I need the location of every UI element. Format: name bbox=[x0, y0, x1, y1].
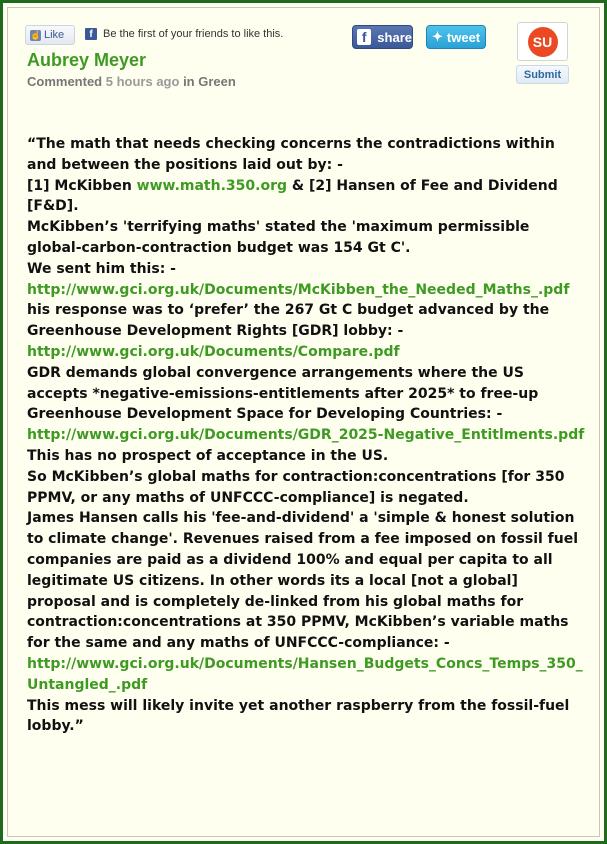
meta-in: in bbox=[183, 74, 195, 89]
comment-paragraph: his response was to ‘prefer’ the 267 Gt C budget advanced by the Greenhouse Development Rights [GDR] lobby: - bbox=[27, 302, 550, 340]
tweet-button[interactable] bbox=[426, 25, 486, 49]
facebook-like-info bbox=[85, 28, 283, 40]
comment-paragraph: So McKibben’s global maths for contraction:concentrations [for 350 PPMV, or any maths of UNFCCC-compliance] is negated. bbox=[27, 468, 565, 506]
gdr-2025-link[interactable]: http://www.gci.org.uk/Documents/GDR_2025-Negative_Entitlments.pdf bbox=[27, 427, 585, 444]
twitter-bird-icon: ✦ bbox=[432, 29, 443, 44]
hansen-budgets-link[interactable]: http://www.gci.org.uk/Documents/Hansen_Budgets_Concs_Temps_350_Untangled_.pdf bbox=[27, 655, 583, 693]
stumbleupon-submit-button[interactable]: Submit bbox=[516, 65, 569, 84]
comment-text: [1] McKibben bbox=[27, 177, 137, 194]
stumbleupon-badge[interactable] bbox=[517, 22, 568, 61]
comment-paragraph bbox=[27, 425, 587, 446]
facebook-icon: f bbox=[85, 28, 97, 40]
comment-paragraph: This has no prospect of acceptance in the US. bbox=[27, 447, 389, 464]
comment-paragraph: GDR demands global convergence arrangements where the US accepts *negative-emissions-entitlements after 2025* to free-up Greenhouse Development Space for Developing Countries: - bbox=[27, 364, 539, 423]
facebook-like-button[interactable] bbox=[25, 25, 75, 45]
stumbleupon-icon: SU bbox=[528, 27, 558, 57]
comment-time: 5 hours ago bbox=[105, 74, 180, 89]
comment-paragraph bbox=[27, 176, 587, 218]
like-label: Like bbox=[44, 29, 65, 41]
comment-meta bbox=[27, 74, 236, 89]
tweet-label: tweet bbox=[446, 29, 481, 45]
comment-body bbox=[27, 134, 587, 737]
comment-category[interactable]: Green bbox=[198, 74, 236, 89]
author-name[interactable]: Aubrey Meyer bbox=[27, 50, 147, 70]
facebook-share-button[interactable] bbox=[352, 25, 413, 49]
comment-paragraph: This mess will likely invite yet another raspberry from the fossil-fuel lobby.” bbox=[27, 697, 570, 735]
comment-paragraph: McKibben’s 'terrifying maths' stated the 'maximum permissible global-carbon-contraction budget was 154 Gt C'. bbox=[27, 219, 530, 256]
math-350-link[interactable]: www.math.350.org bbox=[136, 177, 287, 194]
share-label: share bbox=[377, 29, 412, 45]
mckibben-maths-link[interactable]: http://www.gci.org.uk/Documents/McKibben_the_Needed_Maths_.pdf bbox=[27, 281, 570, 298]
like-info-text: Be the first of your friends to like this. bbox=[103, 28, 284, 40]
comment-paragraph: James Hansen calls his 'fee-and-dividend' a 'simple & honest solution to climate change'. Revenues raised from a fee imposed on fossil fuel companies are paid as a dividend 100% and equal per capita to all legitimate US citizens. In other words its a local [not a global] proposal and is completely de-linked from his global maths for contraction:concentrations at 350 PPMV, McKibben’s variable maths for the same and any maths of UNFCCC-compliance: - bbox=[27, 510, 579, 652]
comment-paragraph bbox=[27, 342, 587, 363]
compare-pdf-link[interactable]: http://www.gci.org.uk/Documents/Compare.pdf bbox=[27, 343, 400, 360]
comment-paragraph: We sent him this: - bbox=[27, 260, 176, 277]
thumbs-up-icon: ☝ bbox=[30, 29, 42, 40]
comment-paragraph: “The math that needs checking concerns the contradictions within and between the positions laid out by: - bbox=[27, 136, 555, 173]
comment-paragraph bbox=[27, 280, 587, 301]
comment-paragraph bbox=[27, 654, 587, 696]
comment-text: & [2] Hansen of Fee and Dividend [F&D]. bbox=[27, 177, 558, 215]
meta-prefix: Commented bbox=[27, 74, 103, 89]
facebook-f-icon: f bbox=[357, 29, 371, 45]
